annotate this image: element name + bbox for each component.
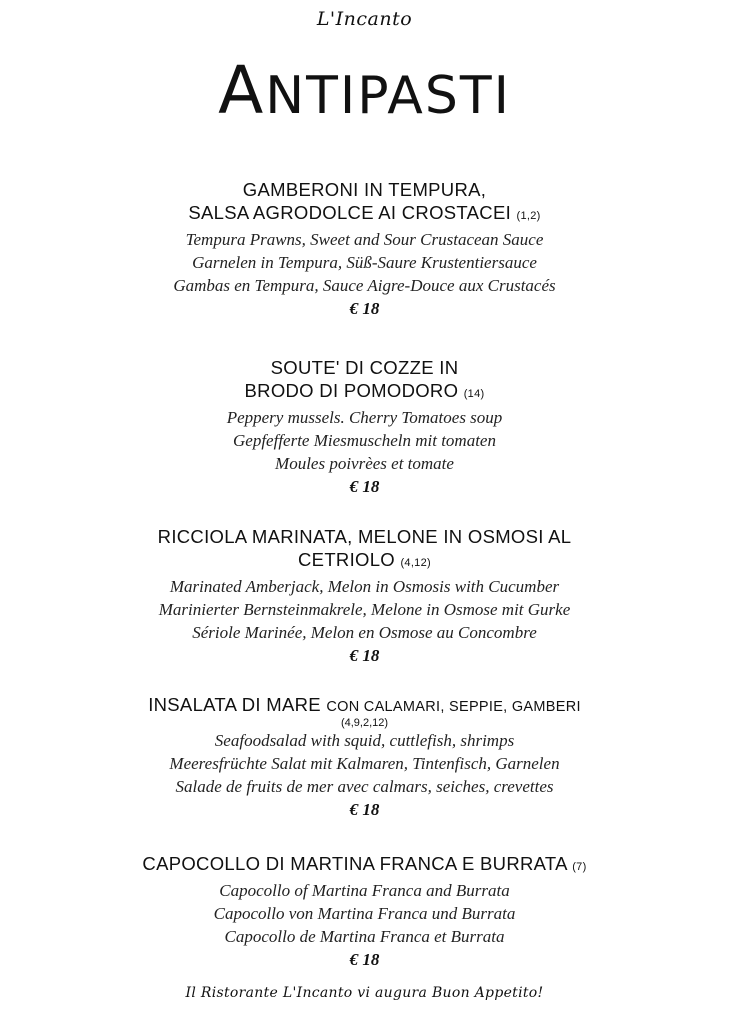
dish-name-text: SALSA AGRODOLCE AI CROSTACEI — [188, 202, 512, 223]
dish-price: € 18 — [349, 299, 380, 318]
dish-name-line — [0, 852, 729, 879]
page-title — [0, 52, 729, 129]
translation-de: Capocollo von Martina Franca und Burrata — [213, 904, 516, 923]
title-rest: NTIPASTI — [265, 66, 511, 126]
dish-name-text: BRODO DI POMODORO — [244, 380, 459, 401]
dish-price: € 18 — [349, 800, 380, 819]
translation-de: Gepfefferte Miesmuscheln mit tomaten — [233, 431, 496, 450]
allergen-codes: (14) — [463, 388, 485, 400]
dish-name-text: CETRIOLO — [298, 549, 395, 570]
dish-price: € 18 — [349, 950, 380, 969]
menu-item-gamberoni — [0, 178, 729, 320]
allergen-codes: (7) — [572, 861, 587, 873]
translation-en: Marinated Amberjack, Melon in Osmosis with Cucumber — [169, 577, 560, 596]
translation-en: Peppery mussels. Cherry Tomatoes soup — [226, 408, 503, 427]
title-initial: A — [218, 52, 266, 129]
dish-name-line: SOUTE' DI COZZE IN — [270, 357, 459, 378]
dish-name-subtext: CON CALAMARI, SEPPIE, GAMBERI — [326, 699, 581, 715]
restaurant-brand: L'Incanto — [316, 8, 413, 30]
translation-fr: Capocollo de Martina Franca et Burrata — [224, 927, 505, 946]
translation-en: Seafoodsalad with squid, cuttlefish, shrimps — [214, 731, 515, 750]
dish-name-line: GAMBERONI IN TEMPURA, — [242, 179, 487, 200]
dish-name-text: CAPOCOLLO DI MARTINA FRANCA E BURRATA — [142, 853, 567, 874]
translation-fr: Salade de fruits de mer avec calmars, seiches, crevettes — [175, 777, 554, 796]
menu-item-cozze — [0, 356, 729, 498]
translation-en: Capocollo of Martina Franca and Burrata — [219, 881, 510, 900]
allergen-codes: (1,2) — [516, 210, 541, 222]
translation-de: Meeresfrüchte Salat mit Kalmaren, Tintenfisch, Garnelen — [169, 754, 560, 773]
dish-name-text: INSALATA DI MARE — [148, 694, 321, 715]
translation-fr: Sériole Marinée, Melon en Osmose au Concombre — [192, 623, 537, 642]
menu-item-capocollo — [0, 852, 729, 971]
dish-name-line — [0, 379, 729, 406]
allergen-codes: (4,9,2,12) — [340, 717, 389, 729]
dish-name-line — [0, 693, 729, 719]
translation-de: Marinierter Bernsteinmakrele, Melone in Osmose mit Gurke — [158, 600, 571, 619]
footer-greeting: Il Ristorante L'Incanto vi augura Buon Appetito! — [185, 985, 544, 1001]
menu-item-ricciola — [0, 525, 729, 667]
dish-price: € 18 — [349, 646, 380, 665]
dish-price: € 18 — [349, 477, 380, 496]
dish-name-line: RICCIOLA MARINATA, MELONE IN OSMOSI AL — [157, 526, 572, 547]
translation-en: Tempura Prawns, Sweet and Sour Crustacean Sauce — [185, 230, 544, 249]
dish-name-line — [0, 548, 729, 575]
translation-fr: Gambas en Tempura, Sauce Aigre-Douce aux Crustacés — [173, 276, 556, 295]
translation-fr: Moules poivrèes et tomate — [275, 454, 454, 473]
dish-name-line — [0, 201, 729, 228]
allergen-codes: (4,12) — [400, 557, 431, 569]
translation-de: Garnelen in Tempura, Süß-Saure Krustentiersauce — [192, 253, 537, 272]
menu-item-insalata-di-mare — [0, 693, 729, 821]
